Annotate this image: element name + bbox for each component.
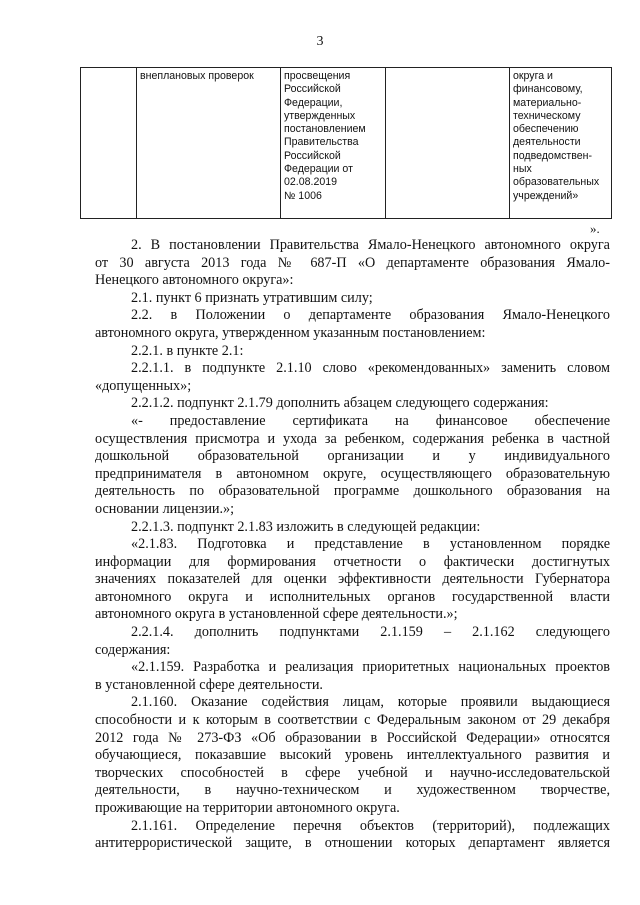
text-line: дошкольной образовательной организации и у индивидуального <box>95 448 610 465</box>
cell-line: Федерации, <box>284 96 343 109</box>
paragraph <box>95 818 610 853</box>
paragraph <box>95 536 610 624</box>
paragraph <box>95 237 610 290</box>
text-line: 2.2.1. в пункте 2.1: <box>131 342 244 359</box>
text-line: в установленной сфере деятельности. <box>95 676 323 693</box>
text-line: деятельности, в научно-техническом и художественном творчестве, <box>95 782 610 799</box>
cell-line: деятельности <box>513 136 581 149</box>
text-line: 2.2.1.4. дополнить подпунктами 2.1.159 – 2.1.162 следующего <box>131 624 610 641</box>
paragraph <box>95 360 610 395</box>
text-line: содержания: <box>95 641 171 658</box>
cell-line: Российской <box>284 149 341 162</box>
cell-line: постановлением <box>284 123 366 136</box>
text-line: информации для формирования отчетности о фактически достигнутых <box>95 553 610 570</box>
text-line: творческих способностей в сфере учебной и научно-исследовательской <box>95 764 610 781</box>
text-line: Ненецкого автономного округа»: <box>95 272 294 289</box>
text-line: 2.2.1.2. подпункт 2.1.79 дополнить абзацем следующего содержания: <box>131 395 549 412</box>
continued-table <box>80 67 612 219</box>
text-line: от 30 августа 2013 года № 687-П «О департаменте образования Ямало- <box>95 254 610 271</box>
cell-line: № 1006 <box>284 189 322 202</box>
paragraph <box>95 694 610 817</box>
paragraph <box>95 343 610 361</box>
paragraph <box>95 413 610 519</box>
table-cell <box>510 68 612 219</box>
cell-line: учреждений» <box>513 189 579 202</box>
cell-line: образовательных <box>513 176 600 189</box>
paragraph <box>95 395 610 413</box>
text-line: антитеррористической защите, в отношении которых департамент является <box>95 835 610 852</box>
text-line: «2.1.159. Разработка и реализация приоритетных национальных проектов <box>131 659 610 676</box>
cell-line: утвержденных <box>284 109 356 122</box>
text-line: «допущенных»; <box>95 377 192 394</box>
paragraph <box>95 519 610 537</box>
cell-line: просвещения <box>284 70 351 82</box>
cell-line: Федерации от <box>284 163 353 176</box>
text-line: 2.2. в Положении о департаменте образования Ямало-Ненецкого <box>131 307 610 324</box>
cell-line: финансовому, <box>513 83 583 96</box>
text-line: автономного округа в установленной сфере деятельности.»; <box>95 606 458 623</box>
cell-line: техническому <box>513 109 581 122</box>
cell-line: материально- <box>513 96 582 109</box>
table-cell <box>137 68 281 219</box>
table-cell <box>386 68 510 219</box>
text-line: основании лицензии.»; <box>95 500 235 517</box>
text-line: автономного округа и исполнительных органов государственной власти <box>95 588 610 605</box>
paragraph <box>95 307 610 342</box>
table-row <box>81 68 612 219</box>
text-line: деятельность по образовательной программе дошкольного образования на <box>95 483 610 500</box>
text-line: обучающиеся, показавшие высокий уровень интеллектуального развития и <box>95 747 610 764</box>
text-line: осуществления присмотра и ухода за ребенком, содержания ребенка в частной <box>95 430 610 447</box>
text-line: способности и к которым в соответствии с Федеральным законом от 29 декабря <box>95 712 610 729</box>
cell-line: 02.08.2019 <box>284 176 338 189</box>
paragraph <box>95 624 610 659</box>
text-line: автономного округа, утвержденном указанным постановлением: <box>95 324 486 341</box>
cell-text: внеплановых проверок <box>140 70 254 82</box>
table-closing-quote: ». <box>590 221 600 236</box>
cell-line: округа и <box>513 70 553 82</box>
cell-line: Российской <box>284 83 341 96</box>
cell-line: ных <box>513 163 532 176</box>
text-line: проживающие на территории автономного округа. <box>95 800 400 816</box>
page-number: 3 <box>316 34 324 49</box>
text-line: 2.1.161. Определение перечня объектов (территорий), подлежащих <box>131 817 610 834</box>
document-body <box>95 237 610 853</box>
paragraph <box>95 290 610 308</box>
text-line: предпринимателя в автономном округе, осуществляющего образовательную <box>95 465 610 482</box>
table-cell <box>81 68 137 219</box>
text-line: значениях показателей для оценки эффективности деятельности Губернатора <box>95 571 610 588</box>
cell-line: подведомствен- <box>513 149 593 162</box>
text-line: 2.2.1.3. подпункт 2.1.83 изложить в следующей редакции: <box>131 518 481 535</box>
cell-line: Правительства <box>284 136 359 149</box>
text-line: «2.1.83. Подготовка и представление в установленном порядке <box>131 536 610 553</box>
text-line: 2012 года № 273-ФЗ «Об образовании в Российской Федерации» относятся <box>95 729 610 746</box>
table-cell <box>281 68 386 219</box>
cell-line: обеспечению <box>513 123 579 136</box>
text-line: 2. В постановлении Правительства Ямало-Ненецкого автономного округа <box>131 237 610 253</box>
text-line: 2.1.160. Оказание содействия лицам, которые проявили выдающиеся <box>131 694 610 711</box>
text-line: 2.1. пункт 6 признать утратившим силу; <box>131 289 373 306</box>
paragraph <box>95 659 610 694</box>
text-line: «- предоставление сертификата на финансовое обеспечение <box>131 412 610 429</box>
text-line: 2.2.1.1. в подпункте 2.1.10 слово «рекомендованных» заменить словом <box>131 360 610 377</box>
